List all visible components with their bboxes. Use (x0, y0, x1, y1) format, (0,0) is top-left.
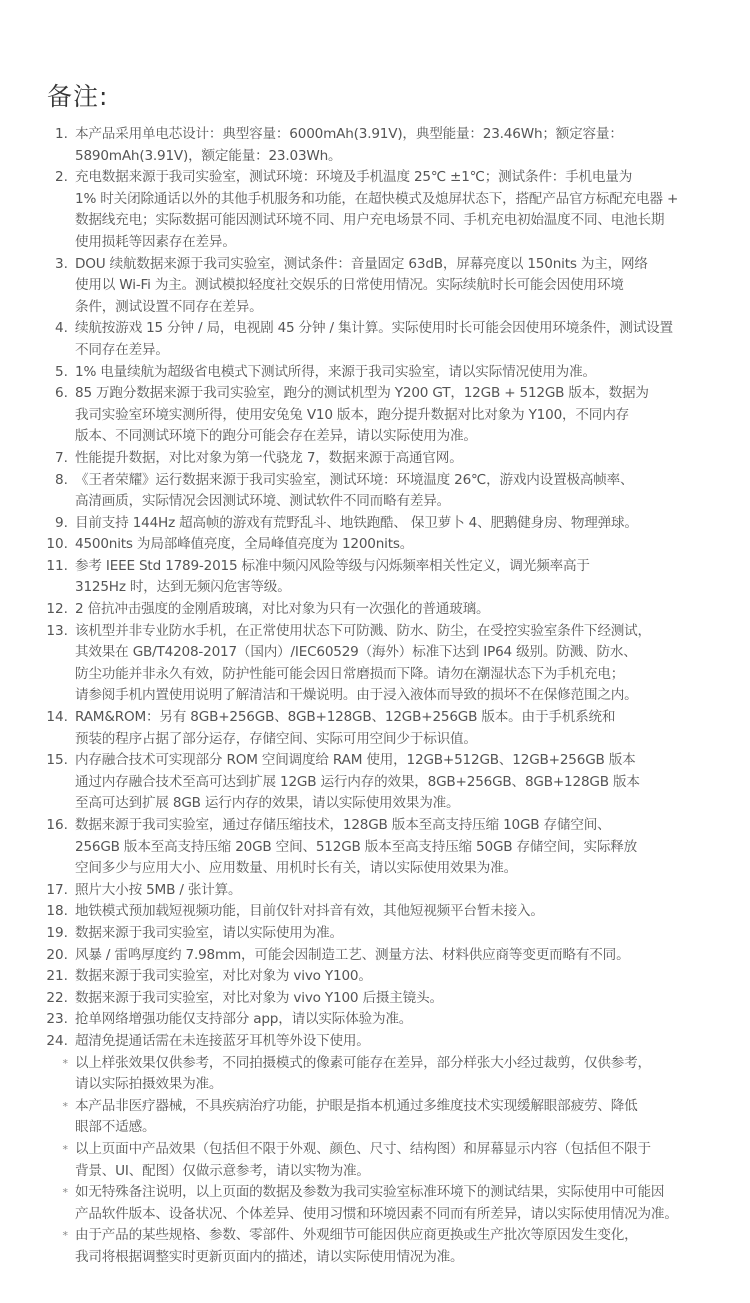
note-line: 抢单网络增强功能仅支持部分 app，请以实际体验为准。 (75, 1011, 413, 1028)
note-text (75, 1182, 714, 1225)
note-line: 以上样张效果仅供参考，不同拍摄模式的像素可能存在差异，部分样张大小经过裁剪，仅供参考， (75, 1054, 651, 1071)
note-number: 16. (46, 817, 68, 833)
note-number: 15. (46, 752, 68, 769)
note-item (0, 167, 750, 253)
note-number: 20. (46, 946, 68, 963)
note-line: 我司将根据调整实时更新页面内的描述，请以实际使用情况为准。 (75, 1248, 464, 1265)
note-text (75, 167, 714, 253)
note-line: RAM&ROM：另有 8GB+256GB、8GB+128GB、12GB+256GB 版本。由于手机系统和 (75, 709, 616, 726)
note-line: 防尘功能并非永久有效，防护性能可能会因日常磨损而下降。请勿在潮湿状态下为手机充电； (75, 665, 625, 682)
disclaimer-item (0, 1096, 750, 1139)
note-item (0, 470, 750, 513)
asterisk-marker: * (62, 1186, 68, 1200)
note-number: 24. (46, 1032, 68, 1049)
note-number: 14. (46, 709, 68, 726)
note-number: 10. (46, 536, 68, 553)
disclaimer-item (0, 1053, 750, 1096)
page-title: 备注: (47, 82, 109, 111)
note-item (0, 556, 750, 599)
note-line: 使用以 Wi-Fi 为主。测试模拟轻度社交娱乐的日常使用情况。实际续航时长可能会因使用环境 (75, 277, 624, 294)
note-line: 使用损耗等因素存在差异。 (75, 233, 236, 250)
note-item (0, 124, 750, 167)
note-item (0, 988, 750, 1010)
note-line: 高清画质，实际情况会因测试环境、测试软件不同而略有差异。 (75, 493, 451, 510)
note-number: 21. (46, 968, 68, 985)
note-text (75, 1139, 714, 1182)
note-item (0, 383, 750, 448)
note-number: 12. (46, 601, 68, 618)
note-line: 请参阅手机内置使用说明了解清洁和干燥说明。由于浸入液体而导致的损坏不在保修范围之内。 (75, 687, 638, 704)
note-text (75, 534, 714, 556)
note-text (75, 470, 714, 513)
asterisk-marker: * (62, 1056, 68, 1070)
note-line: 数据线充电；实际数据可能因测试环境不同、用户充电场景不同、手机充电初始温度不同、电池长期 (75, 212, 665, 229)
note-text (75, 880, 714, 902)
note-number: 19. (46, 924, 68, 941)
note-text (75, 362, 714, 384)
disclaimer-item (0, 1225, 750, 1268)
note-item (0, 534, 750, 556)
note-text (75, 621, 714, 707)
note-text (75, 1009, 714, 1031)
note-text (75, 556, 714, 599)
note-item (0, 599, 750, 621)
note-line: 请以实际拍摄效果为准。 (75, 1076, 223, 1093)
note-line: 1% 电量续航为超级省电模式下测试所得，来源于我司实验室，请以实际情况使用为准。 (75, 363, 596, 380)
note-item (0, 621, 750, 707)
note-item (0, 880, 750, 902)
asterisk-marker: * (62, 1099, 68, 1113)
note-line: 以上页面中产品效果（包括但不限于外观、颜色、尺寸、结构图）和屏幕显示内容（包括但不限于 (75, 1140, 651, 1157)
note-text (75, 966, 714, 988)
note-line: 目前支持 144Hz 超高帧的游戏有荒野乱斗、地铁跑酷、 保卫萝卜 4、肥鹅健身房、物理弹球。 (75, 514, 638, 531)
note-line: 不同存在差异。 (75, 341, 169, 358)
note-number: 3. (55, 255, 68, 272)
notes-list (0, 124, 750, 1268)
note-line: 条件，测试设置不同存在差异。 (75, 298, 263, 315)
note-line: 至高可达到扩展 8GB 运行内存的效果，请以实际使用效果为准。 (75, 795, 460, 812)
note-text (75, 1053, 714, 1096)
note-line: 性能提升数据，对比对象为第一代骁龙 7，数据来源于高通官网。 (75, 449, 463, 466)
note-line: 数据来源于我司实验室，请以实际使用为准。 (75, 924, 343, 941)
note-number: 8. (55, 471, 68, 488)
note-number: 7. (55, 449, 68, 466)
note-line: 256GB 版本至高支持压缩 20GB 空间、512GB 版本至高支持压缩 50GB 存储空间，实际释放 (75, 838, 638, 855)
note-line: 空间多少与应用大小、应用数量、用机时长有关，请以实际使用效果为准。 (75, 860, 517, 877)
note-text (75, 448, 714, 470)
note-line: 我司实验室环境实测所得，使用安兔兔 V10 版本，跑分提升数据对比对象为 Y100，不同内存 (75, 406, 629, 423)
note-number: 18. (46, 903, 68, 920)
note-number: 2. (55, 169, 68, 186)
note-line: 数据来源于我司实验室，对比对象为 vivo Y100。 (75, 968, 372, 985)
note-line: 3125Hz 时，达到无频闪危害等级。 (75, 579, 291, 596)
note-line: 地铁模式预加载短视频功能，目前仅针对抖音有效，其他短视频平台暂未接入。 (75, 903, 544, 920)
note-line: 85 万跑分数据来源于我司实验室，跑分的测试机型为 Y200 GT，12GB + 512GB 版本，数据为 (75, 385, 649, 402)
note-line: 4500nits 为局部峰值亮度，全局峰值亮度为 1200nits。 (75, 536, 414, 553)
note-number: 1. (55, 126, 68, 142)
note-line: 内存融合技术可实现部分 ROM 空间调度给 RAM 使用，12GB+512GB、12GB+256GB 版本 (75, 752, 636, 769)
note-text (75, 599, 714, 621)
note-line: 该机型并非专业防水手机，在正常使用状态下可防溅、防水、防尘，在受控实验室条件下经测试， (75, 622, 651, 639)
note-line: 《王者荣耀》运行数据来源于我司实验室，测试环境：环境温度 26℃，游戏内设置极高帧率、 (75, 471, 634, 488)
note-text (75, 988, 714, 1010)
note-line: 产品软件版本、设备状况、个体差异、使用习惯和环境因素不同而有所差异，请以实际使用情况为准。 (75, 1205, 678, 1222)
note-line: 通过内存融合技术至高可达到扩展 12GB 运行内存的效果，8GB+256GB、8GB+128GB 版本 (75, 773, 640, 790)
note-item (0, 707, 750, 750)
note-item (0, 1031, 750, 1053)
asterisk-marker: * (62, 1142, 68, 1156)
note-line: 2 倍抗冲击强度的金刚盾玻璃，对比对象为只有一次强化的普通玻璃。 (75, 601, 490, 618)
note-item (0, 448, 750, 470)
note-number: 22. (46, 989, 68, 1006)
note-number: 23. (46, 1011, 68, 1028)
note-text (75, 1031, 714, 1053)
note-line: 充电数据来源于我司实验室，测试环境：环境及手机温度 25℃ ±1℃；测试条件：手机电量为 (75, 169, 633, 186)
note-text (75, 1225, 714, 1268)
note-line: 本产品非医疗器械，不具疾病治疗功能，护眼是指本机通过多维度技术实现缓解眼部疲劳、降低 (75, 1097, 638, 1114)
note-text (75, 945, 714, 967)
note-line: 超清免提通话需在未连接蓝牙耳机等外设下使用。 (75, 1032, 370, 1049)
note-item (0, 513, 750, 535)
note-line: 风暴 / 雷鸣厚度约 7.98mm，可能会因制造工艺、测量方法、材料供应商等变更而略有不同。 (75, 946, 630, 963)
note-number: 4. (55, 320, 68, 337)
note-line: 数据来源于我司实验室，通过存储压缩技术，128GB 版本至高支持压缩 10GB 存储空间、 (75, 817, 611, 833)
note-text (75, 815, 714, 880)
note-text (75, 318, 714, 361)
note-line: 版本、不同测试环境下的跑分可能会存在差异，请以实际使用为准。 (75, 428, 477, 445)
note-text (75, 383, 714, 448)
note-line: 参考 IEEE Std 1789-2015 标准中频闪风险等级与闪烁频率相关性定义，调光频率高于 (75, 557, 590, 574)
note-text (75, 1096, 714, 1139)
note-item (0, 318, 750, 361)
note-line: 数据来源于我司实验室，对比对象为 vivo Y100 后摄主镜头。 (75, 989, 443, 1006)
note-line: 预装的程序占据了部分运存，存储空间、实际可用空间少于标识值。 (75, 730, 477, 747)
note-item (0, 254, 750, 319)
note-line: 本产品采用单电芯设计：典型容量：6000mAh(3.91V)，典型能量：23.46Wh；额定容量： (75, 126, 623, 142)
note-number: 6. (55, 385, 68, 402)
note-text (75, 901, 714, 923)
note-line: 5890mAh(3.91V)，额定能量：23.03Wh。 (75, 147, 342, 164)
note-item (0, 750, 750, 815)
note-line: 1% 时关闭除通话以外的其他手机服务和功能，在超快模式及熄屏状态下，搭配产品官方标配充电器 + (75, 190, 679, 207)
note-item (0, 945, 750, 967)
note-line: DOU 续航数据来源于我司实验室，测试条件：音量固定 63dB，屏幕亮度以 150nits 为主，网络 (75, 255, 648, 272)
note-item (0, 923, 750, 945)
note-line: 续航按游戏 15 分钟 / 局，电视剧 45 分钟 / 集计算。实际使用时长可能会因使用环境条件，测试设置 (75, 320, 673, 337)
note-item (0, 362, 750, 384)
disclaimer-item (0, 1182, 750, 1225)
note-item (0, 901, 750, 923)
asterisk-marker: * (62, 1229, 68, 1243)
note-number: 11. (46, 557, 68, 574)
note-number: 13. (46, 622, 68, 639)
note-number: 5. (55, 363, 68, 380)
note-line: 眼部不适感。 (75, 1119, 156, 1136)
note-item (0, 966, 750, 988)
note-line: 由于产品的某些规格、参数、零部件、外观细节可能因供应商更换或生产批次等原因发生变化， (75, 1227, 638, 1244)
note-text (75, 923, 714, 945)
note-line: 其效果在 GB/T4208-2017（国内）/IEC60529（海外）标准下达到 IP64 级别。防溅、防水、 (75, 644, 637, 661)
note-text (75, 707, 714, 750)
note-text (75, 750, 714, 815)
note-text (75, 124, 714, 167)
note-text (75, 254, 714, 319)
note-line: 背景、UI、配图）仅做示意参考，请以实物为准。 (75, 1162, 370, 1179)
note-number: 9. (55, 514, 68, 531)
note-line: 照片大小按 5MB / 张计算。 (75, 881, 242, 898)
note-text (75, 513, 714, 535)
disclaimer-item (0, 1139, 750, 1182)
note-line: 如无特殊备注说明，以上页面的数据及参数为我司实验室标准环境下的测试结果，实际使用中可能因 (75, 1184, 665, 1201)
note-item (0, 815, 750, 880)
note-number: 17. (46, 881, 68, 898)
note-item (0, 1009, 750, 1031)
